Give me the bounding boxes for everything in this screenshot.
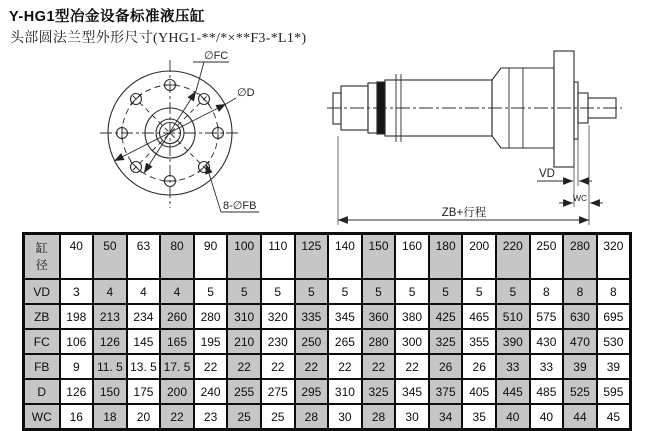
value-cell: 13. 5 [127,354,161,379]
value-cell: 23 [194,404,228,430]
value-cell: 445 [496,379,530,404]
value-cell: 485 [530,379,564,404]
value-cell: 260 [160,304,194,329]
value-cell: 213 [93,304,127,329]
bore-size-cell: 125 [295,234,329,280]
value-cell: 39 [563,354,597,379]
value-cell: 8 [563,279,597,304]
value-cell: 40 [530,404,564,430]
value-cell: 9 [60,354,94,379]
bore-size-cell: 110 [261,234,295,280]
dim-label-wc: WC [573,193,588,203]
value-cell: 5 [395,279,429,304]
table-row-vd [24,279,631,304]
value-cell: 22 [194,354,228,379]
value-cell: 5 [227,279,261,304]
bore-size-cell: 50 [93,234,127,280]
value-cell: 106 [60,329,94,354]
value-cell: 198 [60,304,94,329]
row-label-cell: WC [24,404,60,430]
value-cell: 575 [530,304,564,329]
flange-spacer [574,82,578,139]
value-cell: 18 [93,404,127,430]
value-cell: 33 [496,354,530,379]
value-cell: 195 [194,329,228,354]
bore-size-cell: 150 [362,234,396,280]
value-cell: 22 [227,354,261,379]
bore-size-cell: 80 [160,234,194,280]
value-cell: 5 [261,279,295,304]
spec-table-wrap [22,232,632,431]
bore-size-cell: 200 [462,234,496,280]
value-cell: 510 [496,304,530,329]
value-cell: 28 [295,404,329,430]
value-cell: 465 [462,304,496,329]
table-row-wc [24,404,631,430]
value-cell: 325 [429,329,463,354]
value-cell: 4 [127,279,161,304]
value-cell: 145 [127,329,161,354]
value-cell: 34 [429,404,463,430]
value-cell: 126 [60,379,94,404]
dim-label-fc: ∅FC [204,50,229,62]
value-cell: 126 [93,329,127,354]
bore-size-cell: 180 [429,234,463,280]
bore-size-cell: 100 [227,234,261,280]
value-cell: 595 [597,379,631,404]
value-cell: 525 [563,379,597,404]
value-cell: 310 [227,304,261,329]
value-cell: 8 [530,279,564,304]
bore-size-cell: 160 [395,234,429,280]
value-cell: 390 [496,329,530,354]
value-cell: 8 [597,279,631,304]
row-label-cell: ZB [24,304,60,329]
spec-table [22,232,632,431]
value-cell: 17. 5 [160,354,194,379]
table-row-fb [24,354,631,379]
value-cell: 20 [127,404,161,430]
value-cell: 4 [160,279,194,304]
value-cell: 430 [530,329,564,354]
value-cell: 175 [127,379,161,404]
value-cell: 280 [194,304,228,329]
page-subtitle: 头部圆法兰型外形尺寸(YHG1-**/*×**F3-*L1*) [10,31,307,46]
value-cell: 380 [395,304,429,329]
value-cell: 345 [395,379,429,404]
bore-size-cell: 280 [563,234,597,280]
fc-dimension [144,62,229,173]
value-cell: 5 [295,279,329,304]
bore-corner-cell: 缸径 [24,234,60,280]
value-cell: 470 [563,329,597,354]
value-cell: 44 [563,404,597,430]
value-cell: 695 [597,304,631,329]
flange-front-view [100,60,259,212]
bore-size-cell: 250 [530,234,564,280]
row-label-cell: FB [24,354,60,379]
bore-size-cell: 220 [496,234,530,280]
value-cell: 5 [496,279,530,304]
page-title: Y-HG1型冶金设备标准液压缸 [9,9,206,25]
value-cell: 22 [160,404,194,430]
value-cell: 3 [60,279,94,304]
value-cell: 280 [362,329,396,354]
value-cell: 320 [261,304,295,329]
seal-band [377,82,385,134]
value-cell: 22 [395,354,429,379]
bore-size-cell: 40 [60,234,94,280]
value-cell: 345 [328,304,362,329]
value-cell: 40 [496,404,530,430]
dim-label-zb: ZB+行程 [441,207,487,219]
bore-size-cell: 63 [127,234,161,280]
value-cell: 300 [395,329,429,354]
dim-label-vd: VD [539,168,555,180]
bore-size-cell: 140 [328,234,362,280]
value-cell: 405 [462,379,496,404]
value-cell: 355 [462,329,496,354]
value-cell: 5 [194,279,228,304]
value-cell: 39 [597,354,631,379]
value-cell: 200 [160,379,194,404]
value-cell: 25 [227,404,261,430]
value-cell: 325 [362,379,396,404]
value-cell: 630 [563,304,597,329]
value-cell: 26 [429,354,463,379]
value-cell: 310 [328,379,362,404]
value-cell: 265 [328,329,362,354]
dim-label-fb: 8-∅FB [223,200,257,212]
value-cell: 5 [362,279,396,304]
value-cell: 210 [227,329,261,354]
value-cell: 25 [261,404,295,430]
value-cell: 5 [429,279,463,304]
value-cell: 250 [295,329,329,354]
head-flange-plate [554,51,574,167]
value-cell: 230 [261,329,295,354]
value-cell: 11. 5 [93,354,127,379]
value-cell: 30 [395,404,429,430]
value-cell: 335 [295,304,329,329]
value-cell: 22 [295,354,329,379]
value-cell: 30 [328,404,362,430]
dim-label-d: ∅D [237,87,255,99]
value-cell: 255 [227,379,261,404]
value-cell: 295 [295,379,329,404]
table-row-bore [24,234,631,280]
table-row-fc [24,329,631,354]
value-cell: 240 [194,379,228,404]
bore-size-cell: 320 [597,234,631,280]
value-cell: 16 [60,404,94,430]
row-label-cell: VD [24,279,60,304]
value-cell: 425 [429,304,463,329]
value-cell: 360 [362,304,396,329]
value-cell: 22 [328,354,362,379]
value-cell: 375 [429,379,463,404]
value-cell: 530 [597,329,631,354]
rear-port-boss [333,93,341,124]
value-cell: 275 [261,379,295,404]
value-cell: 28 [362,404,396,430]
row-label-cell: D [24,379,60,404]
value-cell: 22 [362,354,396,379]
value-cell: 5 [328,279,362,304]
value-cell: 4 [93,279,127,304]
bore-size-cell: 90 [194,234,228,280]
table-row-zb [24,304,631,329]
value-cell: 234 [127,304,161,329]
table-row-d [24,379,631,404]
value-cell: 26 [462,354,496,379]
value-cell: 22 [261,354,295,379]
spec-table-body [24,234,631,430]
row-label-cell: FC [24,329,60,354]
value-cell: 35 [462,404,496,430]
value-cell: 150 [93,379,127,404]
value-cell: 33 [530,354,564,379]
value-cell: 45 [597,404,631,430]
value-cell: 5 [462,279,496,304]
value-cell: 165 [160,329,194,354]
